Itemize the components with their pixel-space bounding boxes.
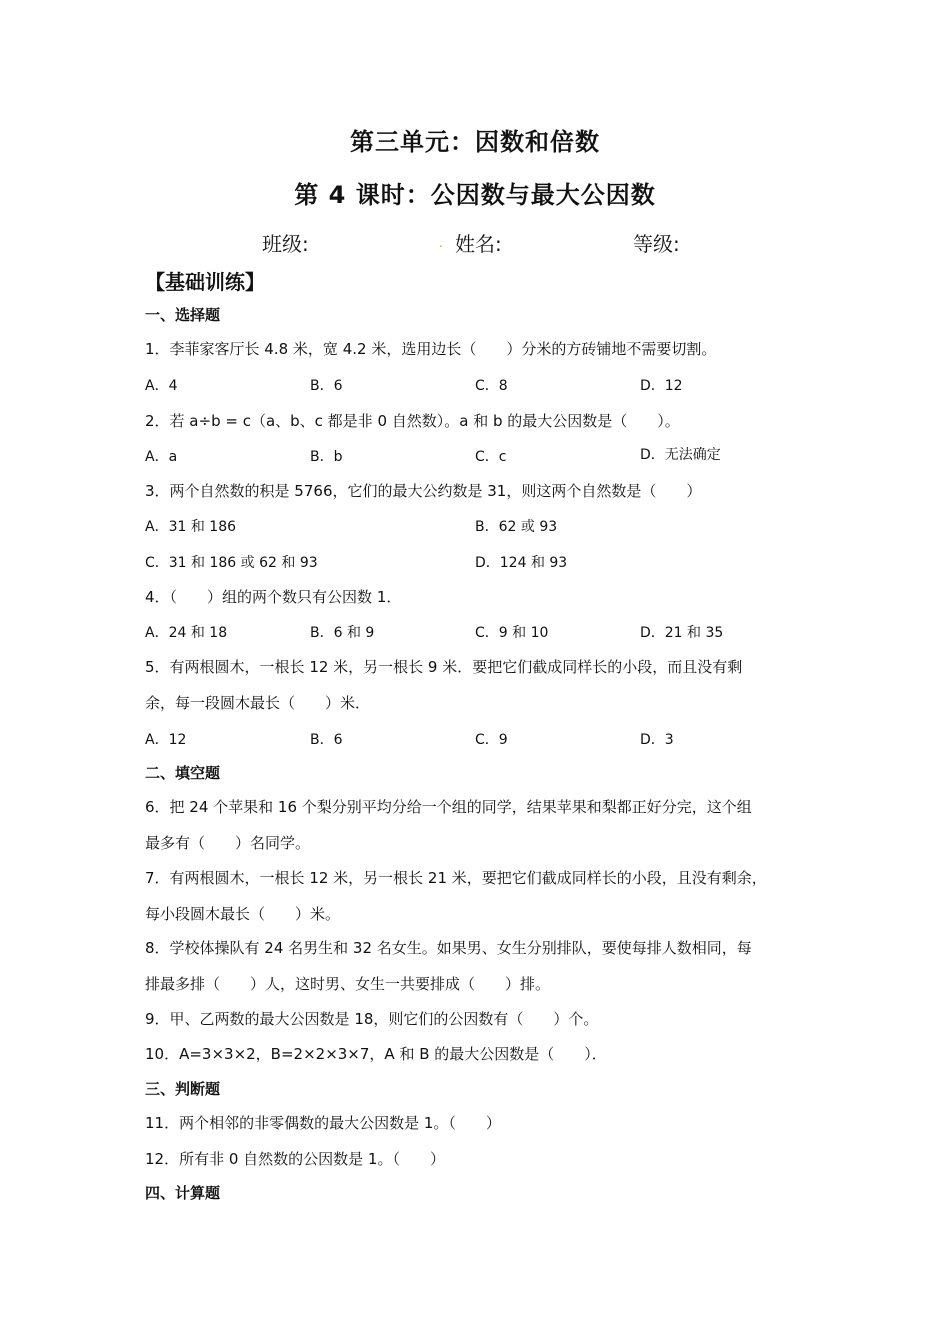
unit-title: 第三单元：因数和倍数	[350, 128, 600, 156]
q4-option-a: A．24 和 18	[145, 625, 228, 641]
question-5-line-1: 5．有两根圆木，一根长 12 米，另一根长 9 米．要把它们截成同样长的小段，而且没有剩	[145, 658, 743, 676]
question-5-line-2: 余，每一段圆木最长（ ）米．	[145, 694, 371, 712]
question-7-line-2: 每小段圆木最长（ ）米。	[145, 905, 341, 923]
heading-judge: 三、判断题	[145, 1080, 221, 1098]
q2-option-a: A．a	[145, 449, 178, 465]
dot-mark: .	[439, 236, 443, 250]
question-3: 3．两个自然数的积是 5766，它们的最大公约数是 31，则这两个自然数是（ ）	[145, 482, 702, 500]
question-1: 1．李菲家客厅长 4.8 米，宽 4.2 米，选用边长（ ）分米的方砖铺地不需要切割。	[145, 340, 717, 358]
question-11: 11．两个相邻的非零偶数的最大公因数是 1。（ ）	[145, 1114, 501, 1132]
question-2: 2．若 a÷b = c（a、b、c 都是非 0 自然数）。a 和 b 的最大公因数是（ ）。	[145, 412, 680, 430]
question-12: 12．所有非 0 自然数的公因数是 1。（ ）	[145, 1150, 445, 1168]
q2-option-d: D．无法确定	[640, 447, 721, 463]
class-label: 班级:	[262, 232, 309, 256]
heading-choice: 一、选择题	[145, 306, 221, 324]
q1-option-c: C．8	[475, 378, 508, 394]
grade-label: 等级:	[633, 232, 680, 256]
q5-option-a: A．12	[145, 732, 187, 748]
q3-option-b: B．62 或 93	[475, 519, 558, 535]
question-8-line-2: 排最多排（ ）人，这时男、女生一共要排成（ ）排。	[145, 975, 551, 993]
q5-option-b: B．6	[310, 732, 343, 748]
question-7-line-1: 7．有两根圆木，一根长 12 米，另一根长 21 米，要把它们截成同样长的小段，且没有剩余，	[145, 869, 767, 887]
section-title: 【基础训练】	[145, 270, 265, 294]
q1-option-b: B．6	[310, 378, 343, 394]
question-10: 10．A=3×3×2，B=2×2×3×7，A 和 B 的最大公因数是（ ）．	[145, 1045, 607, 1063]
q5-option-c: C．9	[475, 732, 508, 748]
question-6-line-2: 最多有（ ）名同学。	[145, 834, 311, 852]
q1-option-a: A．4	[145, 378, 178, 394]
question-8-line-1: 8．学校体操队有 24 名男生和 32 名女生。如果男、女生分别排队，要使每排人数相同，每	[145, 939, 752, 957]
q3-option-a: A．31 和 186	[145, 519, 237, 535]
q3-option-c: C．31 和 186 或 62 和 93	[145, 555, 318, 571]
question-6-line-1: 6．把 24 个苹果和 16 个梨分别平均分给一个组的同学，结果苹果和梨都正好分完，这个组	[145, 798, 752, 816]
lesson-title: 第 4 课时：公因数与最大公因数	[294, 181, 656, 209]
q3-option-d: D．124 和 93	[475, 555, 568, 571]
name-label: 姓名:	[455, 232, 502, 256]
q1-option-d: D．12	[640, 378, 683, 394]
q2-option-b: B．b	[310, 449, 343, 465]
q2-option-c: C．c	[475, 449, 507, 465]
q5-option-d: D．3	[640, 732, 674, 748]
q4-option-b: B．6 和 9	[310, 625, 375, 641]
heading-fill: 二、填空题	[145, 764, 221, 782]
question-9: 9．甲、乙两数的最大公因数是 18，则它们的公因数有（ ）个。	[145, 1010, 599, 1028]
q4-option-c: C．9 和 10	[475, 625, 549, 641]
heading-calc: 四、计算题	[145, 1184, 221, 1202]
q4-option-d: D．21 和 35	[640, 625, 724, 641]
question-4: 4．（ ）组的两个数只有公因数 1．	[145, 588, 402, 606]
